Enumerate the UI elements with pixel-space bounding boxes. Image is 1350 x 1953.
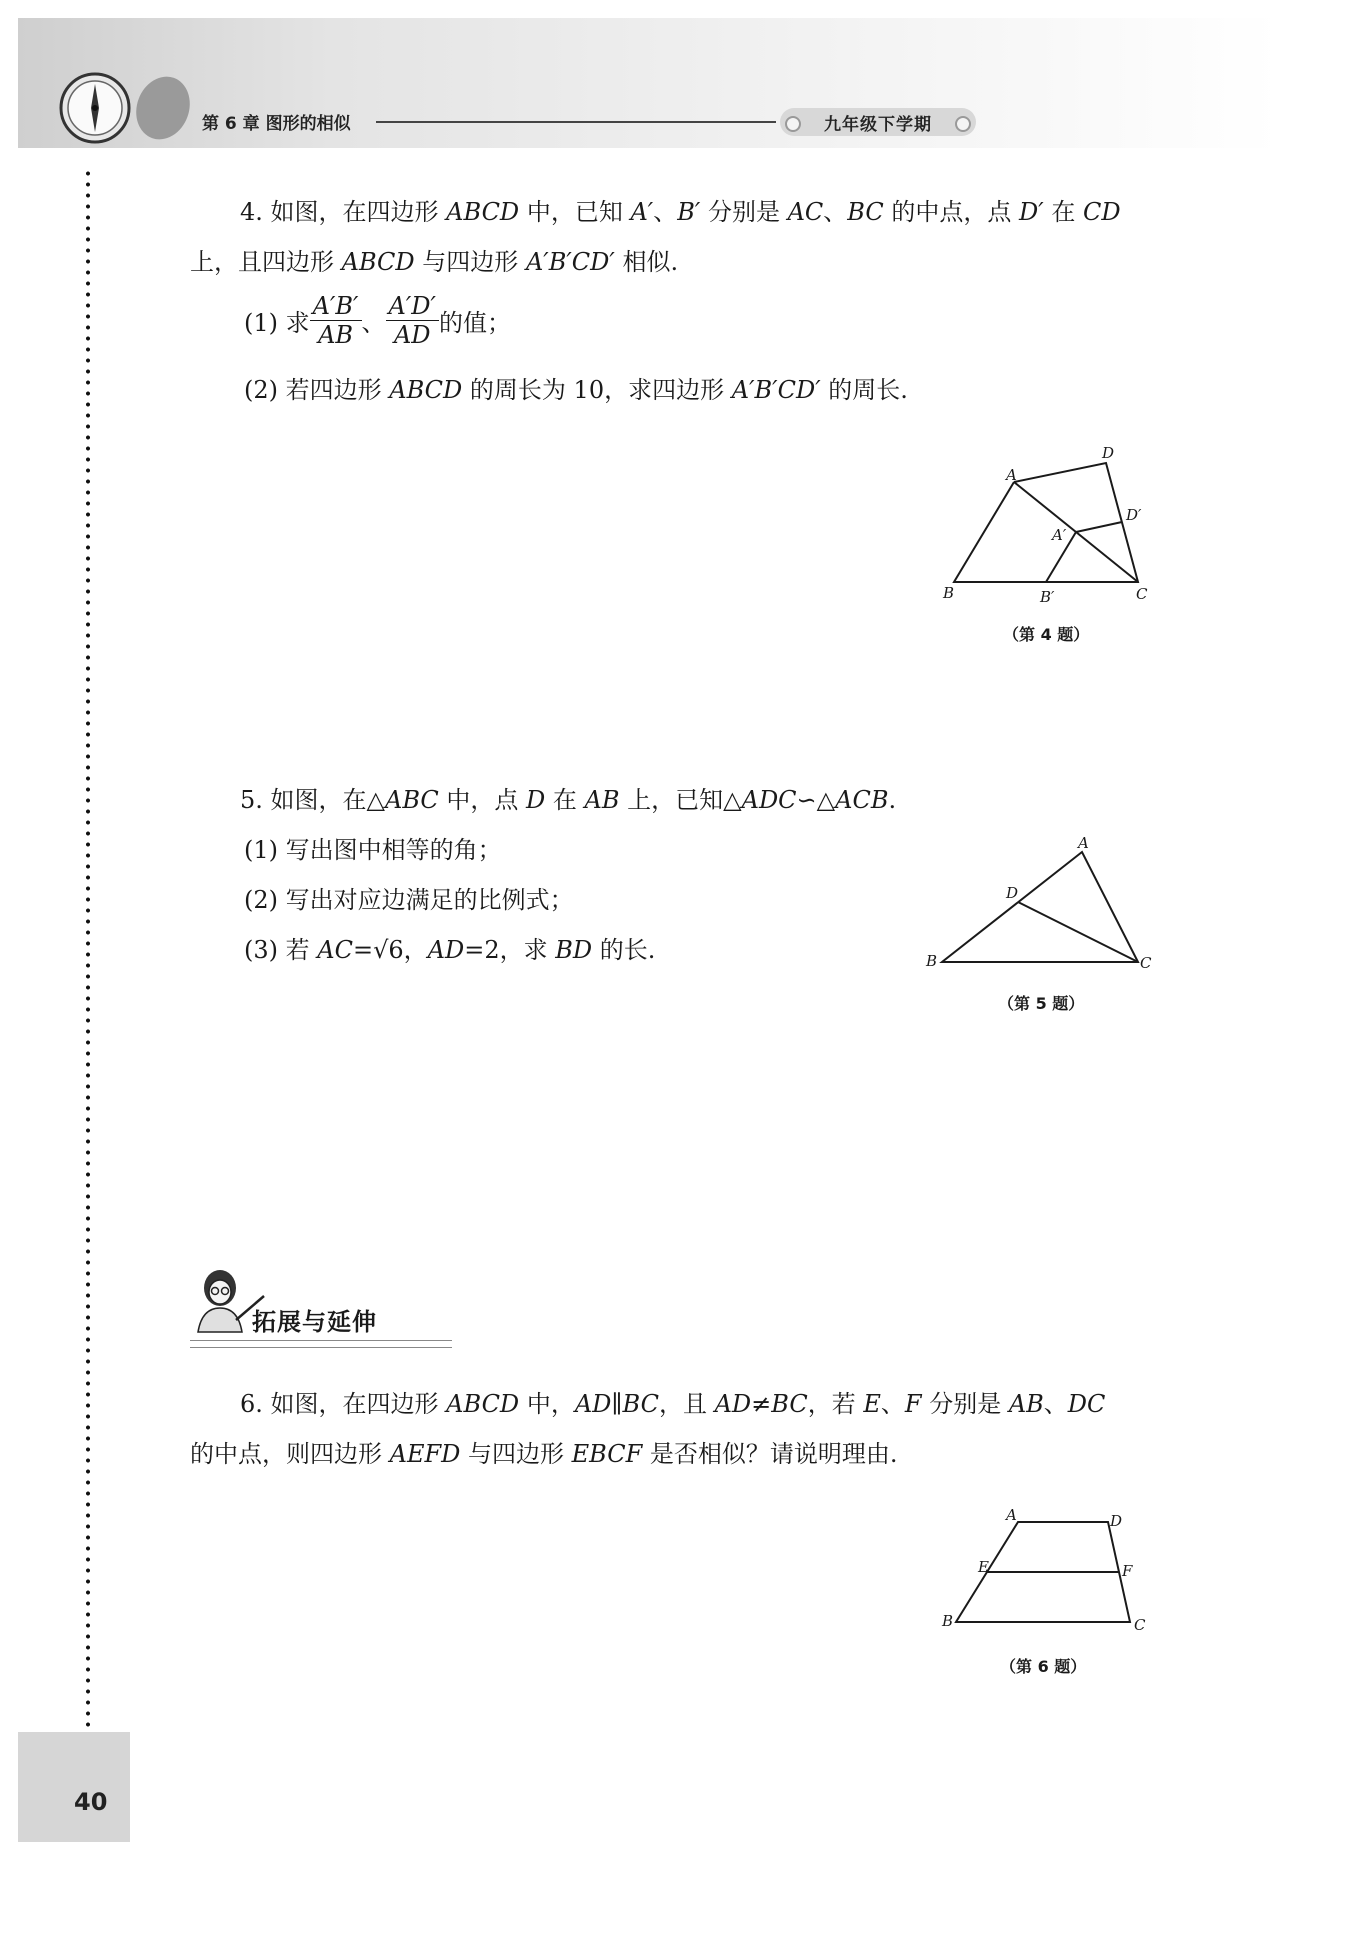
q5-line1: 5. 如图，在△ABC 中，点 D 在 AB 上，已知△ADC∽△ACB. bbox=[240, 786, 897, 814]
q5-label-A: A bbox=[1078, 836, 1089, 852]
q4-label-B-prime: B′ bbox=[1040, 588, 1055, 606]
q5-label-C: C bbox=[1140, 954, 1152, 972]
q6-figure bbox=[930, 1502, 1160, 1642]
q4-fraction-1: $\frac{A'B'}{AB}$ bbox=[310, 292, 362, 349]
q5-label-B: B bbox=[926, 952, 938, 970]
section-rule bbox=[190, 1340, 452, 1348]
page-number: 40 bbox=[74, 1788, 108, 1816]
q5-label-D: D bbox=[1006, 884, 1019, 902]
q5-part2: (2) 写出对应边满足的比例式； bbox=[244, 886, 574, 914]
grade-badge: 九年级下学期 bbox=[780, 108, 976, 136]
q5-caption: （第 5 题） bbox=[998, 994, 1085, 1013]
header-rule bbox=[376, 121, 776, 123]
q4-label-A-prime: A′ bbox=[1052, 526, 1067, 544]
chapter-label: 第 6 章 图形的相似 bbox=[202, 114, 351, 134]
q5-figure bbox=[920, 836, 1160, 976]
q6-label-A: A bbox=[1006, 1506, 1017, 1524]
q6-label-F: F bbox=[1122, 1562, 1133, 1580]
q4-line2: 上，且四边形 ABCD 与四边形 A′B′CD′ 相似. bbox=[190, 248, 679, 276]
q6-label-C: C bbox=[1134, 1616, 1146, 1634]
q4-caption: （第 4 题） bbox=[1003, 625, 1090, 644]
q5-part3: (3) 若 AC=√6，AD=2，求 BD 的长. bbox=[244, 936, 656, 964]
q6-line2: 的中点，则四边形 AEFD 与四边形 EBCF 是否相似？请说明理由. bbox=[190, 1440, 898, 1468]
q6-caption: （第 6 题） bbox=[1000, 1657, 1087, 1676]
q6-label-B: B bbox=[942, 1612, 954, 1630]
q4-figure bbox=[940, 440, 1160, 615]
q4-part2: (2) 若四边形 ABCD 的周长为 10，求四边形 A′B′CD′ 的周长. bbox=[244, 376, 908, 404]
q4-label-A: A bbox=[1006, 466, 1017, 484]
q6-line1: 6. 如图，在四边形 ABCD 中，AD∥BC，且 AD≠BC，若 E、F 分别是 AB、DC bbox=[240, 1390, 1106, 1418]
q4-line1: 4. 如图，在四边形 ABCD 中，已知 A′、B′ 分别是 AC、BC 的中点，点 D′ 在 CD bbox=[240, 198, 1121, 226]
q5-part1: (1) 写出图中相等的角； bbox=[244, 836, 502, 864]
q4-label-C: C bbox=[1136, 585, 1148, 603]
margin-dotted-rule bbox=[86, 168, 90, 1738]
q4-label-B: B bbox=[943, 584, 955, 602]
page-number-box bbox=[18, 1732, 130, 1842]
q6-label-D: D bbox=[1110, 1512, 1123, 1530]
clock-logo-icon bbox=[55, 68, 195, 148]
section-title: 拓展与延伸 bbox=[252, 1308, 377, 1336]
q4-fraction-2: $\frac{A'D'}{AD}$ bbox=[386, 292, 439, 349]
q4-label-D-prime: D′ bbox=[1126, 506, 1142, 524]
q4-label-D: D bbox=[1102, 444, 1115, 462]
q4-part1: (1) 求 $\frac{A'B'}{AB}$ 、 $\frac{A'D'}{AD}$ 的值； bbox=[244, 292, 511, 349]
q6-label-E: E bbox=[978, 1558, 989, 1576]
